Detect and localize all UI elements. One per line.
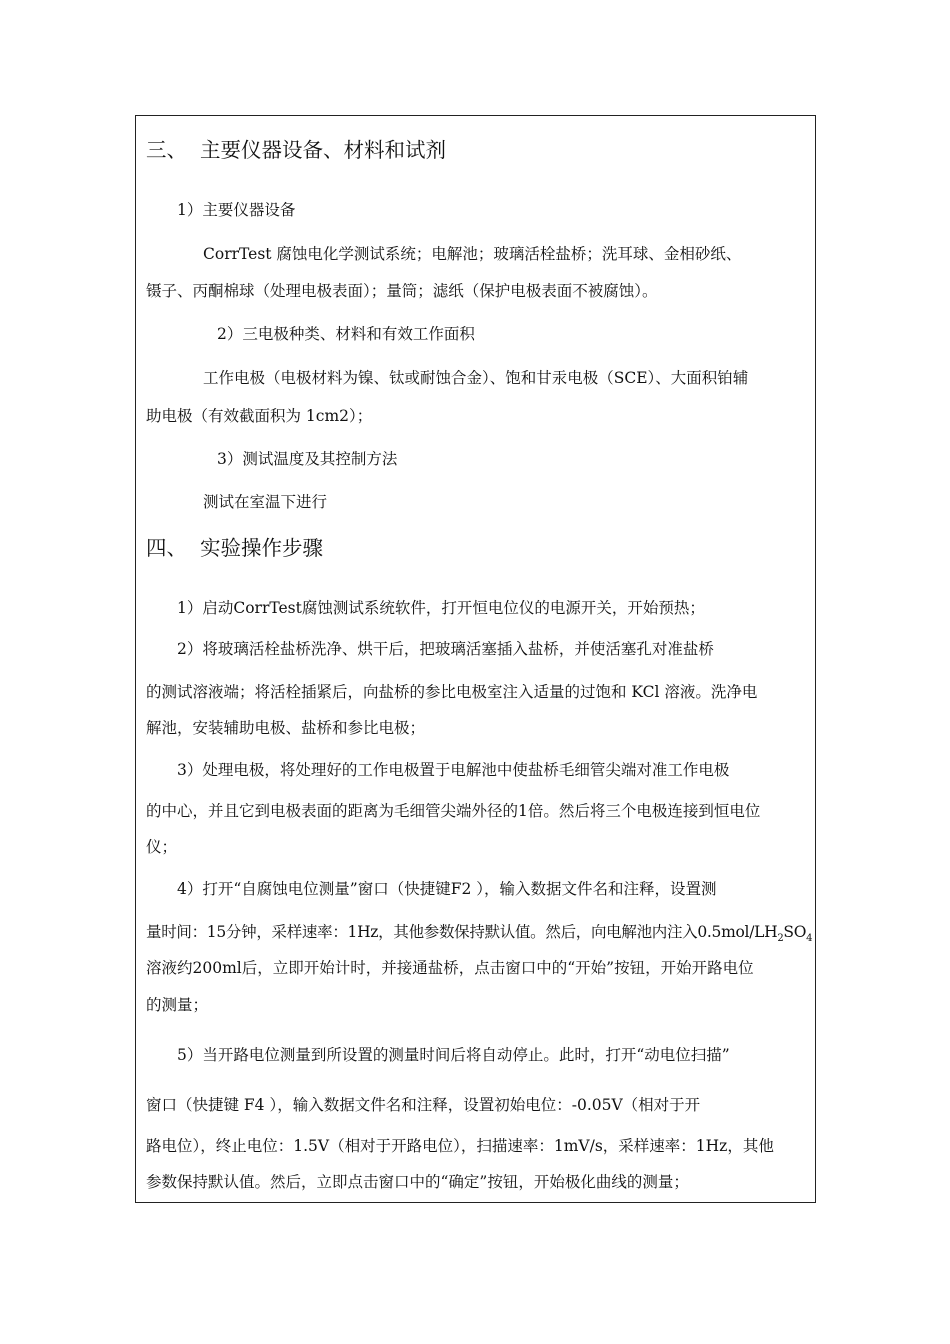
section3-title: 主要仪器设备、材料和试剂 [200,138,446,162]
step5-line4: 参数保持默认值。然后，立即点击窗口中的“确定”按钮，开始极化曲线的测量； [146,1173,689,1191]
step3-line1: 3）处理电极，将处理好的工作电极置于电解池中使盐桥毛细管尖端对准工作电极 [177,761,730,779]
step2-line2: 的测试溶液端；将活栓插紧后，向盐桥的参比电极室注入适量的过饱和 KCl 溶液。洗净电 [146,683,758,701]
step4-line2-text: 量时间：15分钟，采样速率：1Hz，其他参数保持默认值。然后，向电解池内注入0.5mol/LH [146,923,778,941]
section4-heading [146,535,323,561]
step5-line1: 5）当开路电位测量到所设置的测量时间后将自动停止。此时，打开“动电位扫描” [177,1046,730,1064]
section3-sub3-heading: 3）测试温度及其控制方法 [217,450,398,468]
step4-line2 [146,922,813,945]
step4-line2-so: SO [783,923,807,941]
section3-sub2-heading: 2）三电极种类、材料和有效工作面积 [217,325,475,343]
step4-line1: 4）打开“自腐蚀电位测量”窗口（快捷键F2 ），输入数据文件名和注释，设置测 [177,880,717,898]
step5-line3: 路电位），终止电位：1.5V（相对于开路电位），扫描速率：1mV/s，采样速率：1Hz，其他 [146,1137,774,1155]
content-table-border [135,115,816,1203]
section3-sub1-text-line1: CorrTest 腐蚀电化学测试系统；电解池；玻璃活栓盐桥；洗耳球、金相砂纸、 [203,245,742,263]
section3-heading [146,137,446,163]
step4-line4: 的测量； [146,996,209,1014]
step4-line3: 溶液约200ml后，立即开始计时，并接通盐桥，点击窗口中的“开始”按钮，开始开路电位 [146,959,754,977]
section3-sub2-text-line1: 工作电极（电极材料为镍、钛或耐蚀合金）、饱和甘汞电极（SCE）、大面积铂辅 [203,369,749,387]
section4-title: 实验操作步骤 [200,536,323,560]
step5-line2: 窗口（快捷键 F4 ），输入数据文件名和注释，设置初始电位：-0.05V（相对于开 [146,1096,701,1114]
step3-line2: 的中心，并且它到电极表面的距离为毛细管尖端外径的1倍。然后将三个电极连接到恒电位 [146,802,761,820]
step1-line1: 1）启动CorrTest腐蚀测试系统软件，打开恒电位仪的电源开关，开始预热； [177,599,705,617]
section3-sub3-text: 测试在室温下进行 [203,493,328,511]
section3-sub2-text-line2: 助电极（有效截面积为 1cm2）； [146,407,373,425]
step3-line3: 仪； [146,838,178,856]
step4-subscript-4: 4 [806,933,813,945]
section3-number: 三、 [146,138,187,162]
step4-subscript-2: 2 [777,933,784,945]
section3-sub1-heading: 1）主要仪器设备 [177,201,296,219]
step2-line3: 解池，安装辅助电极、盐桥和参比电极； [146,719,426,737]
section4-number: 四、 [146,536,187,560]
section3-sub1-text-line2: 镊子、丙酮棉球（处理电极表面）；量筒；滤纸（保护电极表面不被腐蚀）。 [146,282,658,300]
step2-line1: 2）将玻璃活栓盐桥洗净、烘干后，把玻璃活塞插入盐桥，并使活塞孔对准盐桥 [177,640,714,658]
